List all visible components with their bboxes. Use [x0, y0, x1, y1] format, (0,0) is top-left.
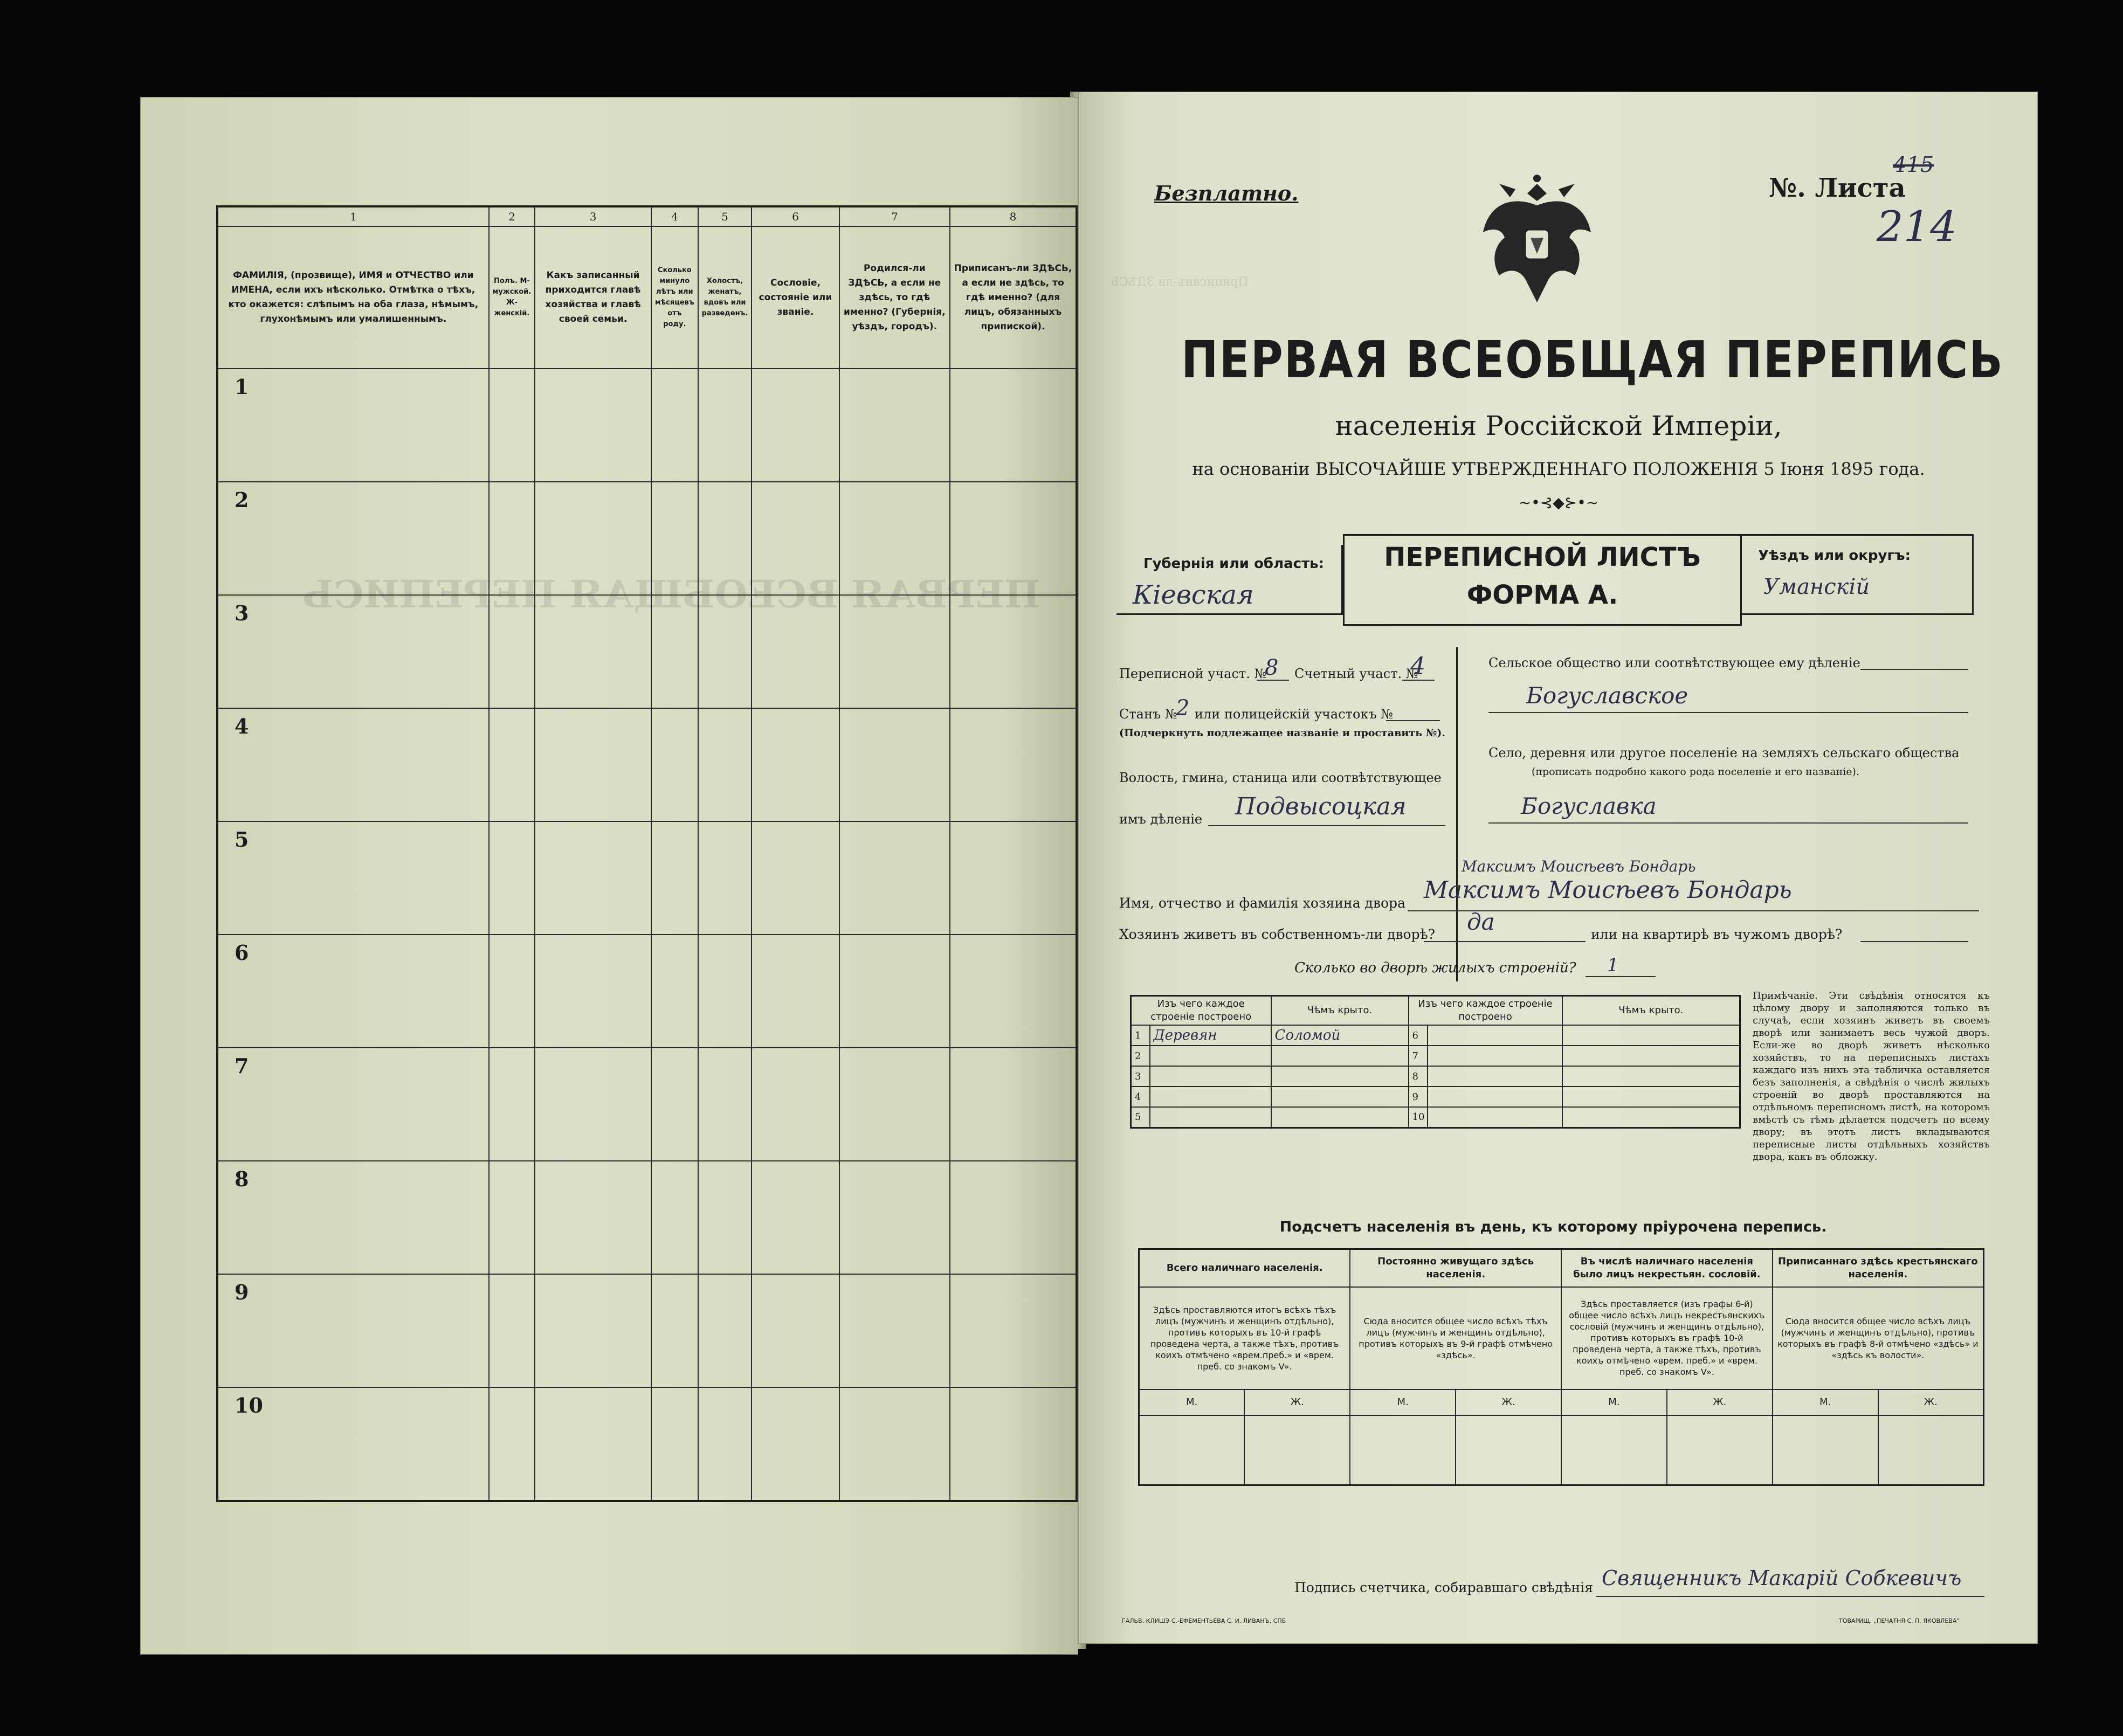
table-cell — [950, 821, 1077, 935]
table-cell — [950, 708, 1077, 821]
roof-cell — [1271, 1046, 1409, 1066]
left-page — [140, 97, 1078, 1655]
table-cell — [698, 935, 752, 1048]
table-cell — [489, 482, 535, 595]
table-cell — [950, 1274, 1077, 1387]
row-number: 1 — [1131, 1025, 1150, 1046]
signature-value: Священникъ Макарій Собкевичъ — [1602, 1566, 1962, 1590]
population-title: Подсчетъ населенія въ день, къ которому пріурочена перепись. — [1279, 1219, 1827, 1235]
police-label: или полицейскій участокъ № — [1195, 707, 1394, 722]
roof-cell — [1271, 1087, 1409, 1107]
table-row — [217, 369, 1077, 482]
village-note: (прописать подробно какого рода поселеніе и его названіе). — [1532, 766, 1859, 778]
row-number: 8 — [217, 1161, 489, 1274]
table-cell — [839, 935, 950, 1048]
census-district-label: Переписной участ. № — [1119, 666, 1267, 681]
own-yard-label: Хозяинъ живетъ въ собственномъ-ли дворѣ? — [1119, 926, 1436, 942]
table-cell — [839, 595, 950, 708]
row-number: 10 — [217, 1387, 489, 1501]
table-cell — [752, 935, 839, 1048]
population-header: Постоянно живущаго здѣсь населенія. — [1350, 1249, 1561, 1287]
column-header: Какъ записанный приходится главѣ хозяйства и главѣ своей семьи. — [535, 226, 651, 369]
table-cell — [535, 1048, 651, 1161]
table-cell — [839, 1161, 950, 1274]
owner-annotation: Максимъ Моисѣевъ Бондарь — [1462, 857, 1696, 875]
table-cell — [698, 369, 752, 482]
female-column-header: Ж. — [1456, 1389, 1561, 1415]
table-cell — [950, 935, 1077, 1048]
table-row — [217, 482, 1077, 595]
male-column-header: М. — [1139, 1389, 1245, 1415]
roof-cell — [1271, 1107, 1409, 1128]
population-header: Въ числѣ наличнаго населенія было лицъ некрестьян. сословій. — [1561, 1249, 1773, 1287]
volost-label-2: имъ дѣленіе — [1119, 812, 1203, 827]
society-label: Сельское общество или соотвѣтствующее ему дѣленіе — [1488, 655, 1860, 670]
table-cell — [651, 935, 698, 1048]
rented-yard-label: или на квартирѣ въ чужомъ дворѣ? — [1591, 926, 1843, 942]
table-row — [217, 708, 1077, 821]
roof-cell — [1562, 1087, 1740, 1107]
table-cell — [752, 1048, 839, 1161]
volost-value: Подвысоцкая — [1235, 793, 1407, 820]
table-row — [217, 821, 1077, 935]
table-row — [1139, 1287, 1984, 1389]
material-cell — [1150, 1107, 1271, 1128]
document-subtitle: населенія Россійской Имперіи, — [1335, 410, 1782, 441]
row-number: 8 — [1409, 1066, 1428, 1087]
table-cell — [489, 1387, 535, 1501]
table-cell — [752, 595, 839, 708]
table-row — [217, 935, 1077, 1048]
table-cell — [950, 1387, 1077, 1501]
table-cell — [1878, 1415, 1984, 1485]
buildings-header: Изъ чего каждое строеніе построено — [1131, 996, 1271, 1026]
row-number: 5 — [1131, 1107, 1150, 1128]
sheet-number-struck: 415 — [1893, 153, 1934, 177]
row-number: 4 — [217, 708, 489, 821]
roof-cell — [1562, 1107, 1740, 1128]
own-yard-value: да — [1467, 909, 1495, 935]
signature-label: Подпись счетчика, собиравшаго свѣдѣнія — [1294, 1580, 1593, 1595]
roof-cell — [1562, 1046, 1740, 1066]
table-cell — [950, 1048, 1077, 1161]
table-cell — [535, 1387, 651, 1501]
row-number: 3 — [217, 595, 489, 708]
society-value: Богуславское — [1526, 682, 1688, 709]
legal-basis: на основаніи ВЫСОЧАЙШЕ УТВЕРЖДЕННАГО ПОЛОЖЕНІЯ 5 Іюня 1895 года. — [1192, 459, 1925, 479]
table-row — [1139, 1389, 1984, 1415]
population-header: Приписаннаго здѣсь крестьянскаго населенія. — [1773, 1249, 1984, 1287]
table-cell — [651, 1387, 698, 1501]
table-cell — [752, 1387, 839, 1501]
column-header: Холостъ, женатъ, вдовъ или разведенъ. — [698, 226, 752, 369]
roof-cell — [1271, 1066, 1409, 1087]
table-cell — [839, 708, 950, 821]
bleed-through-text: Приписанъ-ли ЗДѢСЬ — [1111, 275, 1249, 289]
column-number-row — [217, 206, 1077, 226]
table-cell — [752, 1274, 839, 1387]
table-cell — [489, 1161, 535, 1274]
table-cell — [651, 482, 698, 595]
table-cell — [752, 482, 839, 595]
table-cell — [1350, 1415, 1456, 1485]
guberniya-value: Кіевская — [1133, 580, 1254, 610]
form-letter: ФОРМА А. — [1466, 580, 1618, 610]
owner-value: Максимъ Моисѣевъ Бондарь — [1424, 876, 1792, 904]
table-cell — [651, 595, 698, 708]
double-headed-eagle-emblem — [1472, 173, 1602, 313]
table-cell — [535, 935, 651, 1048]
table-cell — [535, 482, 651, 595]
column-header: Сколько минуло лѣтъ или мѣсяцевъ отъ роду. — [651, 226, 698, 369]
table-cell — [698, 821, 752, 935]
table-row — [1131, 1107, 1740, 1128]
population-description: Сюда вносится общее число всѣхъ тѣхъ лицъ (мужчинъ и женщинъ отдѣльно), противъ которыхъ въ 9-й графѣ отмѣчено «здѣсь». — [1350, 1287, 1561, 1389]
table-row — [217, 595, 1077, 708]
population-header: Всего наличнаго населенія. — [1139, 1249, 1350, 1287]
table-cell — [839, 1274, 950, 1387]
column-header: Полъ. М-мужской. Ж-женскій. — [489, 226, 535, 369]
buildings-note: Примѣчаніе. Эти свѣдѣнія относятся къ цѣлому двору и заполняются только въ случаѣ, если хозяинъ живетъ въ своемъ дворѣ или занимаетъ весь чужой дворъ. Если-же во дворѣ живетъ нѣсколько хозяйствъ, то на переписныхъ листахъ каждаго изъ нихъ эта табличка оставляется безъ заполненія, а свѣдѣнія о числѣ жилыхъ строеній во дворѣ проставляются на отдѣльномъ переписномъ листѣ, на которомъ вмѣстѣ съ тѣмъ дѣлается подсчетъ по всему двору; въ этотъ листъ вкладываются переписные листы отдѣльныхъ хозяйствъ двора, какъ въ обложку. — [1753, 990, 1990, 1163]
stan-note: (Подчеркнуть подлежащее названіе и проставить №). — [1119, 727, 1445, 739]
column-header: Приписанъ-ли ЗДѢСЬ, а если не здѣсь, то гдѣ именно? (для лицъ, обязанныхъ припиской). — [950, 226, 1077, 369]
column-number: 3 — [535, 206, 651, 226]
table-cell — [950, 595, 1077, 708]
material-cell — [1150, 1087, 1271, 1107]
form-title: ПЕРЕПИСНОЙ ЛИСТЪ — [1384, 542, 1701, 572]
table-cell — [839, 1387, 950, 1501]
table-cell — [752, 708, 839, 821]
table-row — [1131, 1087, 1740, 1107]
column-header-row — [217, 226, 1077, 369]
table-cell — [1667, 1415, 1773, 1485]
table-cell — [535, 595, 651, 708]
table-cell — [535, 369, 651, 482]
table-cell — [1561, 1415, 1667, 1485]
table-cell — [535, 1161, 651, 1274]
table-cell — [535, 708, 651, 821]
material-cell: Деревян — [1150, 1025, 1271, 1046]
row-number: 5 — [217, 821, 489, 935]
table-cell — [698, 482, 752, 595]
table-cell — [1456, 1415, 1561, 1485]
guberniya-label: Губернія или область: — [1143, 556, 1324, 572]
table-row — [1131, 1025, 1740, 1046]
population-description: Здѣсь проставляется (изъ графы 6-й) общее число всѣхъ лицъ некрестьянскихъ сословій (мужчинъ и женщинъ отдѣльно), противъ которыхъ въ графѣ 10-й проведена черта, а также тѣхъ, противъ коихъ отмѣчено «врем. преб.» и «врем. преб. со знакомъ V». — [1561, 1287, 1773, 1389]
printer-credit-left: ГАЛЬВ. КЛИШЭ С.-ЕФЕМЕНТЬЕВА С. И. ЛИВАНЪ, СПБ — [1122, 1617, 1286, 1624]
material-cell — [1428, 1087, 1562, 1107]
table-row — [1139, 1415, 1984, 1485]
table-cell — [698, 1161, 752, 1274]
material-cell — [1428, 1066, 1562, 1087]
table-row — [217, 1161, 1077, 1274]
household-members-table — [216, 205, 1078, 1502]
row-number: 7 — [1409, 1046, 1428, 1066]
row-number: 6 — [217, 935, 489, 1048]
uezd-label: Уѣздъ или округъ: — [1758, 548, 1911, 564]
material-cell — [1428, 1025, 1562, 1046]
table-row — [217, 1274, 1077, 1387]
population-description: Здѣсь проставляются итогъ всѣхъ тѣхъ лицъ (мужчинъ и женщинъ отдѣльно), противъ которыхъ въ 10-й графѣ проведена черта, а также тѣхъ, противъ коихъ отмѣчено «врем.преб.» и «врем. преб. со знакомъ V». — [1139, 1287, 1350, 1389]
buildings-answer: 1 — [1607, 955, 1619, 976]
buildings-header: Чѣмъ крыто. — [1562, 996, 1740, 1026]
printer-credit-right: ТОВАРИЩ. „ПЕЧАТНЯ С. П. ЯКОВЛЕВА" — [1839, 1617, 1960, 1624]
table-cell — [752, 821, 839, 935]
table-cell — [698, 708, 752, 821]
table-cell — [489, 1274, 535, 1387]
count-district-value: 4 — [1410, 653, 1425, 680]
table-cell — [489, 935, 535, 1048]
column-number: 6 — [752, 206, 839, 226]
buildings-question: Сколько во дворѣ жилыхъ строеній? — [1294, 960, 1576, 976]
table-cell — [651, 1048, 698, 1161]
table-cell — [651, 1161, 698, 1274]
table-cell — [752, 1161, 839, 1274]
table-cell — [698, 1387, 752, 1501]
roof-cell — [1562, 1066, 1740, 1087]
table-row — [1131, 1046, 1740, 1066]
stan-value: 2 — [1176, 696, 1190, 721]
column-number: 5 — [698, 206, 752, 226]
table-row — [1139, 1249, 1984, 1287]
row-number: 3 — [1131, 1066, 1150, 1087]
table-cell — [950, 482, 1077, 595]
owner-label: Имя, отчество и фамилія хозяина двора — [1119, 895, 1405, 911]
female-column-header: Ж. — [1878, 1389, 1984, 1415]
row-number: 9 — [1409, 1087, 1428, 1107]
material-cell — [1428, 1046, 1562, 1066]
material-cell — [1150, 1066, 1271, 1087]
table-cell — [1773, 1415, 1878, 1485]
table-cell — [489, 369, 535, 482]
column-header: Родился-ли ЗДѢСЬ, а если не здѣсь, то гдѣ именно? (Губернія, уѣздъ, городъ). — [839, 226, 950, 369]
row-number: 2 — [1131, 1046, 1150, 1066]
sheet-number-label: №. Листа — [1769, 173, 1906, 203]
material-cell — [1150, 1046, 1271, 1066]
table-cell — [651, 708, 698, 821]
table-cell — [651, 1274, 698, 1387]
column-number: 7 — [839, 206, 950, 226]
male-column-header: М. — [1561, 1389, 1667, 1415]
buildings-header: Изъ чего каждое строеніе построено — [1409, 996, 1562, 1026]
table-cell — [950, 369, 1077, 482]
buildings-table — [1130, 995, 1741, 1129]
table-cell — [489, 1048, 535, 1161]
population-description: Сюда вносится общее число всѣхъ лицъ (мужчинъ и женщинъ отдѣльно), противъ которыхъ въ графѣ 8-й отмѣчено «здѣсь» и «здѣсь къ волости». — [1773, 1287, 1984, 1389]
column-header: Сословіе, состояніе или званіе. — [752, 226, 839, 369]
bleed-through-text: ПЕРВАЯ ВСЕОБЩАЯ ПЕРЕПИСЬ — [302, 572, 1040, 617]
material-cell — [1428, 1107, 1562, 1128]
table-cell — [698, 595, 752, 708]
table-cell — [489, 595, 535, 708]
roof-cell — [1562, 1025, 1740, 1046]
row-number: 1 — [217, 369, 489, 482]
table-cell — [698, 1048, 752, 1161]
table-cell — [839, 821, 950, 935]
table-cell — [535, 821, 651, 935]
roof-cell: Соломой — [1271, 1025, 1409, 1046]
table-row — [217, 1048, 1077, 1161]
sheet-number-handwritten: 214 — [1877, 203, 1957, 251]
row-number: 10 — [1409, 1107, 1428, 1128]
count-district-label: Счетный участ. № — [1294, 666, 1418, 681]
free-label: Безплатно. — [1154, 181, 1299, 205]
table-cell — [651, 821, 698, 935]
female-column-header: Ж. — [1667, 1389, 1773, 1415]
table-row — [217, 1387, 1077, 1501]
census-district-value: 8 — [1265, 655, 1279, 680]
row-number: 7 — [217, 1048, 489, 1161]
volost-label: Волость, гмина, станица или соотвѣтствующее — [1119, 770, 1442, 785]
table-cell — [839, 369, 950, 482]
column-header: ФАМИЛІЯ, (прозвище), ИМЯ и ОТЧЕСТВО или ИМЕНА, если ихъ нѣсколько. Отмѣтка о тѣхъ, кто окажется: слѣпымъ на оба глаза, нѣмымъ, глухонѣмымъ или умалишеннымъ. — [217, 226, 489, 369]
table-cell — [535, 1274, 651, 1387]
row-number: 9 — [217, 1274, 489, 1387]
table-cell — [651, 369, 698, 482]
column-number: 2 — [489, 206, 535, 226]
ornament-divider: ~•⊰◆⊱•~ — [1518, 494, 1599, 511]
female-column-header: Ж. — [1244, 1389, 1350, 1415]
table-cell — [950, 1161, 1077, 1274]
table-cell — [489, 708, 535, 821]
male-column-header: М. — [1350, 1389, 1456, 1415]
row-number: 4 — [1131, 1087, 1150, 1107]
table-cell — [1139, 1415, 1245, 1485]
table-cell — [489, 821, 535, 935]
column-number: 1 — [217, 206, 489, 226]
male-column-header: М. — [1773, 1389, 1878, 1415]
row-number: 6 — [1409, 1025, 1428, 1046]
uezd-value: Уманскій — [1763, 575, 1870, 599]
village-label: Село, деревня или другое поселеніе на земляхъ сельскаго общества — [1488, 745, 1960, 760]
village-value: Богуславка — [1521, 793, 1657, 819]
column-number: 8 — [950, 206, 1077, 226]
document-title: ПЕРВАЯ ВСЕОБЩАЯ ПЕРЕПИСЬ — [1181, 330, 2004, 390]
right-page — [1078, 92, 2038, 1644]
column-number: 4 — [651, 206, 698, 226]
table-cell — [1244, 1415, 1350, 1485]
buildings-header: Чѣмъ крыто. — [1271, 996, 1409, 1026]
table-cell — [839, 482, 950, 595]
table-cell — [698, 1274, 752, 1387]
population-count-table — [1138, 1248, 1984, 1486]
stan-label: Станъ № — [1119, 707, 1177, 722]
table-cell — [839, 1048, 950, 1161]
row-number: 2 — [217, 482, 489, 595]
table-row — [1131, 1066, 1740, 1087]
table-cell — [752, 369, 839, 482]
